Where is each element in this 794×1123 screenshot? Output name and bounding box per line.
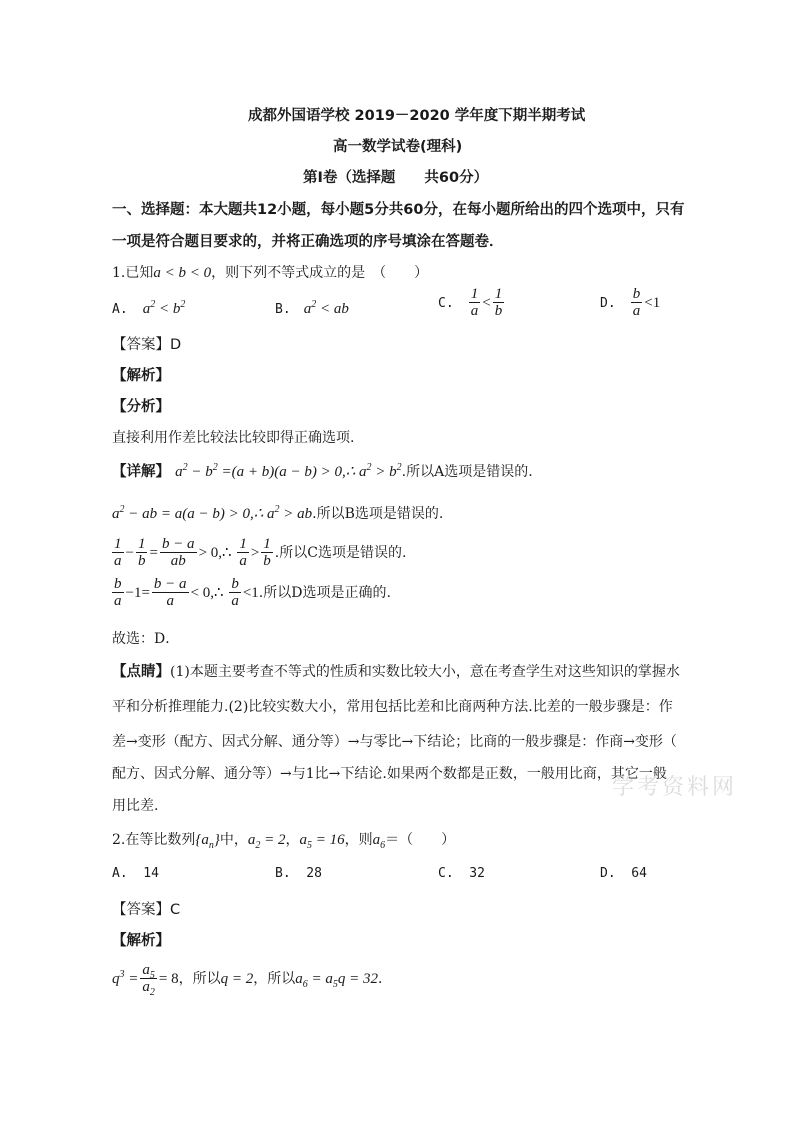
q1-option-d: D. $\frac{b}{a}$ <1 xyxy=(600,286,661,319)
q1-fenxi-text: 直接利用作差比较法比较即得正确选项. xyxy=(112,430,355,446)
q1-stem-condition: a < b < 0 xyxy=(153,265,212,281)
q2-solution: $q^3$ = $\frac{a_5}{a_2}$ = 8，所以q = 2，所以$a_6 = a_5q = 32$． xyxy=(112,962,392,998)
q1-stem xyxy=(112,262,428,282)
q1-option-a: A. $a^2 < b^2$ xyxy=(112,299,186,317)
paper-title: 高一数学试卷(理科) xyxy=(333,139,463,155)
q1-option-c: C. $\frac{1}{a}$ < $\frac{1}{b}$ xyxy=(438,286,503,319)
volume-title: 第Ⅰ卷（选择题 共60分） xyxy=(303,170,489,186)
q2-answer: 【答案】C xyxy=(112,902,181,918)
section-instructions-line2: 一项是符合题目要求的，并将正确选项的序号填涂在答题卷． xyxy=(112,234,504,250)
q1-comment-line1: 【点睛】(1)本题主要考查不等式的性质和实数比较大小，意在考查学生对这些知识的掌握水 xyxy=(112,664,680,680)
q2-option-c: C. 32 xyxy=(438,866,485,881)
q1-stem-suffix: ，则下列不等式成立的是 （ ） xyxy=(211,265,429,281)
q1-comment-line5: 用比差. xyxy=(112,798,159,814)
q1-detail-d: $\frac{b}{a}$ −1= $\frac{b - a}{a}$ < 0,∴ $\frac{b}{a}$ <1.所以D选项是正确的. xyxy=(114,576,391,609)
section-instructions-line1: 一、选择题：本大题共12小题，每小题5分共60分，在每小题所给出的四个选项中，只有 xyxy=(112,202,685,218)
q1-fenxi-head: 【分析】 xyxy=(112,399,170,415)
q2-option-b: B. 28 xyxy=(275,866,322,881)
q2-option-a: A. 14 xyxy=(112,866,159,881)
q1-option-b: B. $a^2$ < ab xyxy=(275,299,349,317)
q2-analysis-head: 【解析】 xyxy=(112,933,170,949)
q2-option-d: D. 64 xyxy=(600,866,647,881)
q1-detail-b: $a^2$ − ab = a(a − b) > 0,∴ $a^2$ > ab.所以B选项是错误的. xyxy=(112,504,444,522)
q1-comment-line4: 配方、因式分解、通分等）→与1比→下结论.如果两个数都是正数，一般用比商，其它一般 xyxy=(112,766,667,782)
school-title: 成都外国语学校 2019－2020 学年度下期半期考试 xyxy=(248,108,586,124)
q1-stem-prefix: 1.已知 xyxy=(112,265,154,281)
watermark: 学考资料网 xyxy=(612,775,738,800)
q1-answer: 【答案】D xyxy=(112,337,182,353)
q1-comment-line2: 平和分析推理能力.(2)比较实数大小，常用包括比差和比商两种方法.比差的一般步骤是：作 xyxy=(112,699,673,715)
q1-comment-line3: 差→变形（配方、因式分解、通分等）→与零比→下结论；比商的一般步骤是：作商→变形（ xyxy=(112,734,677,750)
q1-detail-a: 【详解】 $a^2 - b^2 =(a + b)(a - b)$ > 0,∴ $a^2 > b^2$.所以A选项是错误的. xyxy=(112,462,533,480)
q1-analysis-head: 【解析】 xyxy=(112,368,170,384)
q2-stem: 2.在等比数列$\{a_n\}$中，$a_2 = 2$，$a_5 = 16$，则$a_6=$（ ） xyxy=(112,832,456,851)
q1-conclusion: 故选：D． xyxy=(112,631,180,647)
q1-detail-c: $\frac{1}{a}$ − $\frac{1}{b}$ = $\frac{b - a}{ab}$ > 0,∴ $\frac{1}{a}$ > $\frac{1}{b}$ .所以C选项是错误的. xyxy=(114,536,407,569)
